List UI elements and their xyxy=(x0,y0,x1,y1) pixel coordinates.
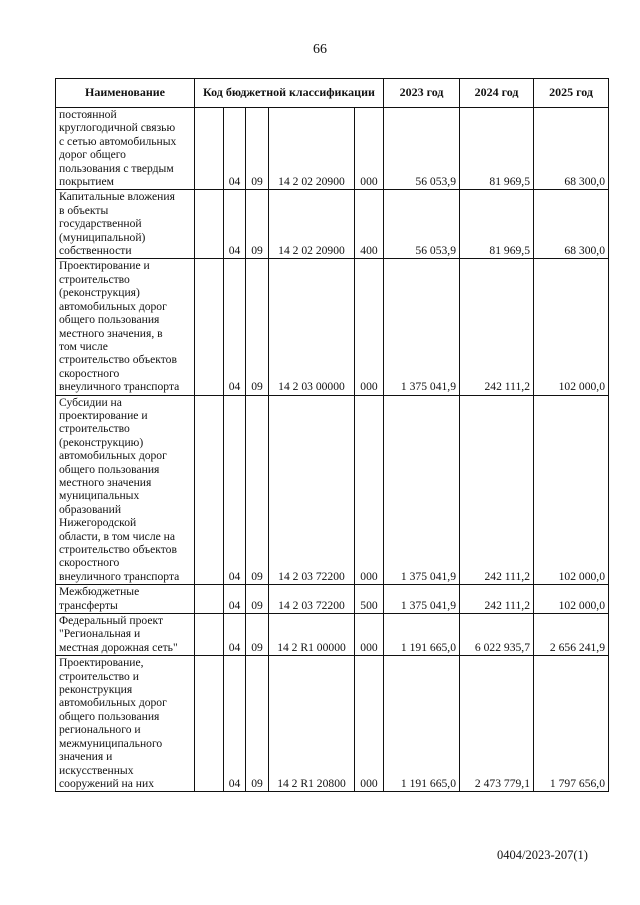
cell-section: 04 xyxy=(224,259,246,395)
cell-expense-type: 000 xyxy=(355,108,384,190)
cell-name: Субсидии на проектирование и строительство (реконструкцию) автомобильных дорог общего пользования местного значения муниципальных образований Нижегородской области, в том числе на строительство объектов скоростного внеуличного транспорта xyxy=(56,395,195,585)
table-row xyxy=(56,585,609,614)
cell-section: 04 xyxy=(224,656,246,792)
cell-2024: 242 111,2 xyxy=(460,259,534,395)
cell-2024: 242 111,2 xyxy=(460,585,534,614)
cell-2025: 68 300,0 xyxy=(534,190,609,259)
cell-subsection: 09 xyxy=(246,585,269,614)
cell-section: 04 xyxy=(224,395,246,585)
cell-2023: 1 191 665,0 xyxy=(384,656,460,792)
header-2024: 2024 год xyxy=(460,79,534,108)
cell-name: Межбюджетные трансферты xyxy=(56,585,195,614)
table-row xyxy=(56,108,609,190)
cell-blank xyxy=(195,585,224,614)
cell-2024: 242 111,2 xyxy=(460,395,534,585)
cell-2023: 1 375 041,9 xyxy=(384,395,460,585)
cell-2024: 6 022 935,7 xyxy=(460,614,534,656)
cell-section: 04 xyxy=(224,190,246,259)
cell-expense-type: 000 xyxy=(355,614,384,656)
cell-subsection: 09 xyxy=(246,656,269,792)
cell-blank xyxy=(195,614,224,656)
header-name: Наименование xyxy=(56,79,195,108)
cell-target-article: 14 2 R1 00000 xyxy=(269,614,355,656)
cell-blank xyxy=(195,395,224,585)
cell-target-article: 14 2 03 00000 xyxy=(269,259,355,395)
cell-2025: 68 300,0 xyxy=(534,108,609,190)
header-2023: 2023 год xyxy=(384,79,460,108)
document-code: 0404/2023-207(1) xyxy=(497,848,588,862)
cell-2023: 56 053,9 xyxy=(384,190,460,259)
table-row xyxy=(56,190,609,259)
cell-expense-type: 000 xyxy=(355,259,384,395)
cell-name: Проектирование, строительство и реконструкция автомобильных дорог общего пользования регионального и межмуниципального значения и искусственных сооружений на них xyxy=(56,656,195,792)
header-2025: 2025 год xyxy=(534,79,609,108)
cell-2023: 1 375 041,9 xyxy=(384,259,460,395)
cell-blank xyxy=(195,259,224,395)
header-code: Код бюджетной классификации xyxy=(195,79,384,108)
cell-2025: 102 000,0 xyxy=(534,395,609,585)
table-row xyxy=(56,259,609,395)
cell-2024: 81 969,5 xyxy=(460,190,534,259)
cell-target-article: 14 2 02 20900 xyxy=(269,190,355,259)
cell-subsection: 09 xyxy=(246,259,269,395)
cell-section: 04 xyxy=(224,108,246,190)
table-row xyxy=(56,395,609,585)
cell-target-article: 14 2 R1 20800 xyxy=(269,656,355,792)
cell-target-article: 14 2 02 20900 xyxy=(269,108,355,190)
cell-expense-type: 400 xyxy=(355,190,384,259)
table-row xyxy=(56,656,609,792)
cell-expense-type: 500 xyxy=(355,585,384,614)
cell-name: Капитальные вложения в объекты государственной (муниципальной) собственности xyxy=(56,190,195,259)
cell-subsection: 09 xyxy=(246,190,269,259)
cell-blank xyxy=(195,656,224,792)
cell-subsection: 09 xyxy=(246,108,269,190)
cell-2024: 81 969,5 xyxy=(460,108,534,190)
cell-expense-type: 000 xyxy=(355,395,384,585)
cell-target-article: 14 2 03 72200 xyxy=(269,585,355,614)
cell-blank xyxy=(195,190,224,259)
cell-subsection: 09 xyxy=(246,395,269,585)
cell-2023: 1 375 041,9 xyxy=(384,585,460,614)
cell-2025: 2 656 241,9 xyxy=(534,614,609,656)
cell-section: 04 xyxy=(224,614,246,656)
cell-name: Проектирование и строительство (реконструкция) автомобильных дорог общего пользования местного значения, в том числе строительство объектов скоростного внеуличного транспорта xyxy=(56,259,195,395)
budget-table xyxy=(55,78,609,792)
cell-2023: 56 053,9 xyxy=(384,108,460,190)
table-header-row xyxy=(56,79,609,108)
cell-2023: 1 191 665,0 xyxy=(384,614,460,656)
cell-2025: 102 000,0 xyxy=(534,585,609,614)
page-number: 66 xyxy=(313,42,327,57)
cell-blank xyxy=(195,108,224,190)
cell-subsection: 09 xyxy=(246,614,269,656)
cell-target-article: 14 2 03 72200 xyxy=(269,395,355,585)
cell-expense-type: 000 xyxy=(355,656,384,792)
cell-2025: 1 797 656,0 xyxy=(534,656,609,792)
cell-name: Федеральный проект "Региональная и местная дорожная сеть" xyxy=(56,614,195,656)
cell-section: 04 xyxy=(224,585,246,614)
cell-2025: 102 000,0 xyxy=(534,259,609,395)
cell-2024: 2 473 779,1 xyxy=(460,656,534,792)
table-row xyxy=(56,614,609,656)
cell-name: постоянной круглогодичной связью с сетью автомобильных дорог общего пользования с твердым покрытием xyxy=(56,108,195,190)
